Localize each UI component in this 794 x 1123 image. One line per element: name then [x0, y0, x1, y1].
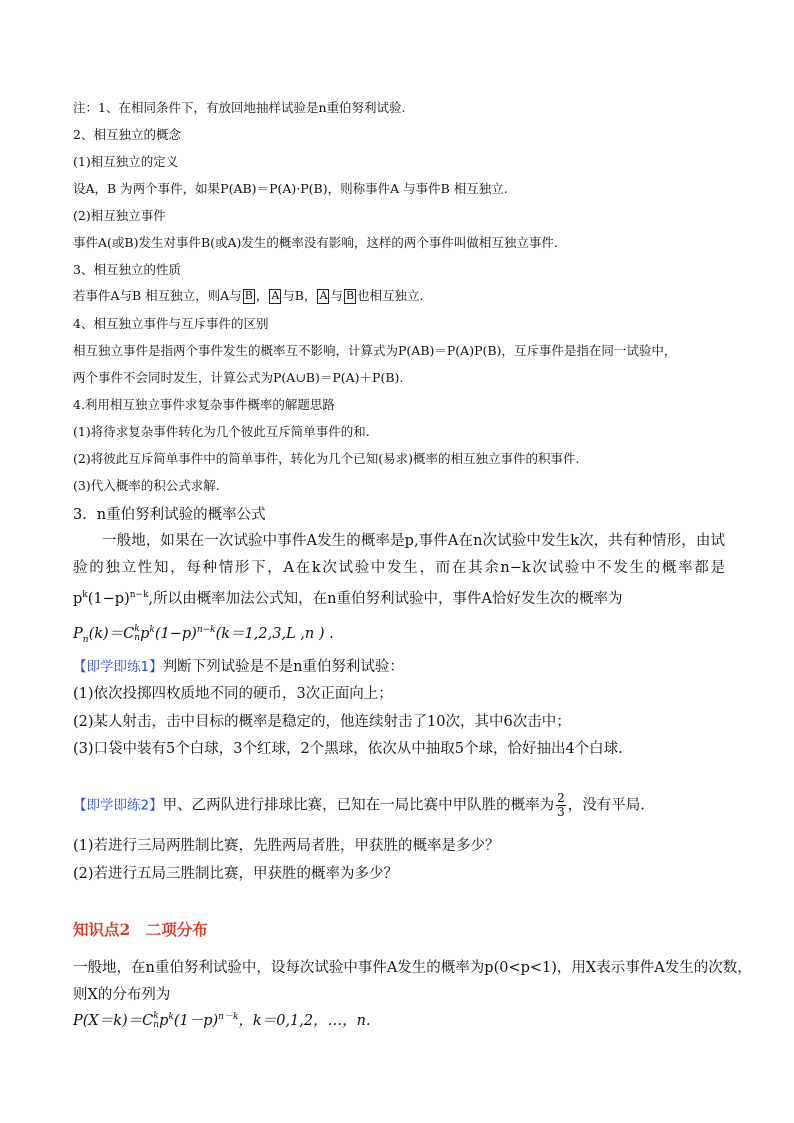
diff-line-1: 相互独立事件是指两个事件发生的概率互不影响，计算式为P(AB)＝P(A)P(B)，互斥事件是指在同一试验中，	[73, 343, 677, 358]
binomial-formula: P(X＝k)＝C k n $p^k(1-p)^{n-k}$，k＝0,1,2，…，n.	[73, 1011, 371, 1030]
bernoulli-paragraph: 一般地，如果在一次试验中事件A发生的概率是p,事件A在n次试验中发生k次，共有种情形，由试验的独立性知，每种情形下，A在k次试验中发生，而在其余n−k次试验中不发生的概率都是$p^k(1-p)^{n-k}$,所以由概率加法公式知，在n重伯努利试验中，事件A恰好发生次的概率为	[73, 533, 725, 607]
method-step-2: (2)将彼此互斥简单事件中的简单事件，转化为几个已知(易求)概率的相互独立事件的积事件.	[73, 451, 580, 466]
bernoulli-formula: $P_n(k)=C$ k n $p^k(1-p)^{n-k}(k=1,2,3,L$ ,n ) .	[73, 624, 334, 645]
indep-def-text: 设A，B 为两个事件，如果P(AB)＝P(A)·P(B)，则称事件A 与事件B 相互独立.	[73, 181, 508, 196]
indep-events-title: (2)相互独立事件	[73, 208, 166, 223]
binomial-line-1: 一般地，在n重伯努利试验中，设每次试验中事件A发生的概率为p(0<p<1)，用X表示事件A发生的次数，	[73, 960, 752, 976]
formula-section-title: 3．n重伯努利试验的概率公式	[73, 507, 266, 523]
complement-b-box: B	[244, 289, 253, 302]
note-line: 注：1、在相同条件下，有放回地抽样试验是n重伯努利试验.	[73, 100, 406, 115]
diff-title: 4、相互独立事件与互斥事件的区别	[73, 316, 269, 331]
indep-def-title: (1)相互独立的定义	[73, 154, 179, 169]
practice2-item-2: (2)若进行五局三胜制比赛，甲获胜的概率为多少？	[73, 866, 399, 882]
complement-a-box: A	[271, 289, 280, 302]
practice1-question: 【即学即练1】判断下列试验是不是n重伯努利试验：	[73, 659, 404, 675]
method-step-3: (3)代入概率的积公式求解.	[73, 478, 220, 493]
practice1-item-1: (1)依次投掷四枚质地不同的硬币，3次正面向上；	[73, 686, 393, 702]
method-step-1: (1)将待求复杂事件转化为几个彼此互斥简单事件的和.	[73, 424, 370, 439]
practice2-tag: 【即学即练2】	[73, 797, 163, 814]
practice1-tag: 【即学即练1】	[73, 659, 163, 675]
complement-a-box-2: A	[319, 289, 328, 302]
indep-props-title: 3、相互独立的性质	[73, 262, 181, 277]
indep-events-text: 事件A(或B)发生对事件B(或A)发生的概率没有影响，这样的两个事件叫做相互独立事件.	[73, 235, 558, 250]
section2-heading: 知识点2 二项分布	[73, 920, 208, 939]
binomial-line-2: 则X的分布列为	[73, 987, 171, 1003]
indep-props-text: 若事件A与B 相互独立，则A与 B ， A 与B， A 与 B 也相互独立.	[73, 288, 424, 303]
probability-fraction: $\frac{2}{3}$	[557, 791, 565, 819]
indep-concept-title: 2、相互独立的概念	[73, 127, 181, 142]
practice2-item-1: (1)若进行三局两胜制比赛，先胜两局者胜，甲获胜的概率是多少？	[73, 838, 500, 854]
practice2-question: 【即学即练2】甲、乙两队进行排球比赛，已知在一局比赛中甲队胜的概率为 $\frac{2}{3}$ ，没有平局.	[73, 791, 645, 819]
method-title: 4.利用相互独立事件求复杂事件概率的解题思路	[73, 397, 335, 412]
diff-line-2: 两个事件不会同时发生，计算公式为P(A∪B)＝P(A)＋P(B).	[73, 370, 404, 385]
practice1-item-2: (2)某人射击，击中目标的概率是稳定的，他连续射击了10次，其中6次击中；	[73, 714, 571, 730]
practice1-item-3: (3)口袋中装有5个白球，3个红球，2个黑球，依次从中抽取5个球，恰好抽出4个白球.	[73, 741, 623, 757]
complement-b-box-2: B	[345, 289, 355, 302]
